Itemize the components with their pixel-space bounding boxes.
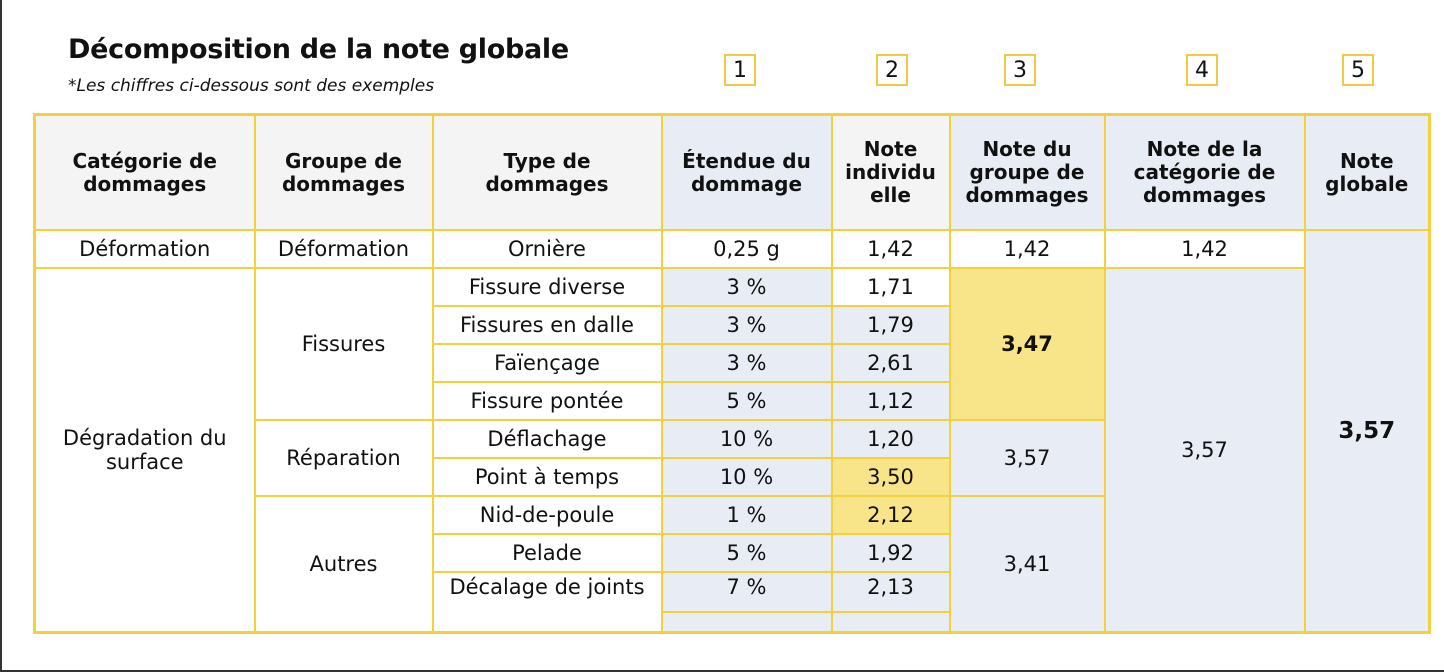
type-cell: Déflachage [433, 420, 662, 458]
extent-cell: 1 % [662, 496, 832, 534]
type-cell: Point à temps [433, 458, 662, 496]
note-cell: 1,71 [832, 268, 950, 306]
note-cell: 2,61 [832, 344, 950, 382]
column-number-4: 4 [1186, 54, 1218, 86]
header-category: Catégorie de dommages [35, 115, 255, 231]
type-cell: Décalage de joints [433, 572, 662, 633]
extent-cell: 10 % [662, 458, 832, 496]
type-cell: Nid-de-poule [433, 496, 662, 534]
global-note-cell: 3,57 [1305, 230, 1430, 633]
group-cell: Autres [255, 496, 433, 633]
type-cell: Ornière [433, 230, 662, 268]
extent-cell-spacer [662, 612, 832, 633]
type-cell: Fissure pontée [433, 382, 662, 420]
group-note-cell: 3,57 [950, 420, 1105, 496]
header-group-note: Note du groupe de dommages [950, 115, 1105, 231]
note-cell: 2,12 [832, 496, 950, 534]
header-group: Groupe de dommages [255, 115, 433, 231]
note-cell: 1,92 [832, 534, 950, 572]
column-number-5: 5 [1342, 54, 1374, 86]
extent-cell: 3 % [662, 268, 832, 306]
group-cell: Déformation [255, 230, 433, 268]
table-row [35, 268, 1430, 306]
column-number-1: 1 [724, 54, 756, 86]
header-row [35, 115, 1430, 231]
group-note-cell: 1,42 [950, 230, 1105, 268]
category-note-cell: 3,57 [1105, 268, 1305, 633]
extent-cell: 3 % [662, 306, 832, 344]
type-cell: Pelade [433, 534, 662, 572]
extent-cell: 7 % [662, 572, 832, 612]
type-cell: Fissures en dalle [433, 306, 662, 344]
category-cell: Dégradation du surface [35, 268, 255, 633]
group-note-cell: 3,41 [950, 496, 1105, 633]
column-number-2: 2 [876, 54, 908, 86]
extent-cell: 5 % [662, 382, 832, 420]
group-cell: Réparation [255, 420, 433, 496]
type-cell: Fissure diverse [433, 268, 662, 306]
header-category-note: Note de la catégorie de dommages [1105, 115, 1305, 231]
header-global-note: Note globale [1305, 115, 1430, 231]
type-cell: Faïençage [433, 344, 662, 382]
note-cell: 2,13 [832, 572, 950, 612]
extent-cell: 0,25 g [662, 230, 832, 268]
table-row [35, 230, 1430, 268]
page-title: Décomposition de la note globale [68, 34, 569, 65]
note-cell-spacer [832, 612, 950, 633]
column-number-3: 3 [1004, 54, 1036, 86]
group-note-cell: 3,47 [950, 268, 1105, 420]
group-cell: Fissures [255, 268, 433, 420]
note-cell: 3,50 [832, 458, 950, 496]
header-individual-note: Note individu elle [832, 115, 950, 231]
header-type: Type de dommages [433, 115, 662, 231]
score-breakdown-table [33, 113, 1431, 634]
header-extent: Étendue du dommage [662, 115, 832, 231]
category-cell: Déformation [35, 230, 255, 268]
extent-cell: 5 % [662, 534, 832, 572]
note-cell: 1,20 [832, 420, 950, 458]
page-subtitle: *Les chiffres ci-dessous sont des exemples [68, 76, 435, 96]
extent-cell: 10 % [662, 420, 832, 458]
category-note-cell: 1,42 [1105, 230, 1305, 268]
note-cell: 1,12 [832, 382, 950, 420]
extent-cell: 3 % [662, 344, 832, 382]
note-cell: 1,42 [832, 230, 950, 268]
note-cell: 1,79 [832, 306, 950, 344]
